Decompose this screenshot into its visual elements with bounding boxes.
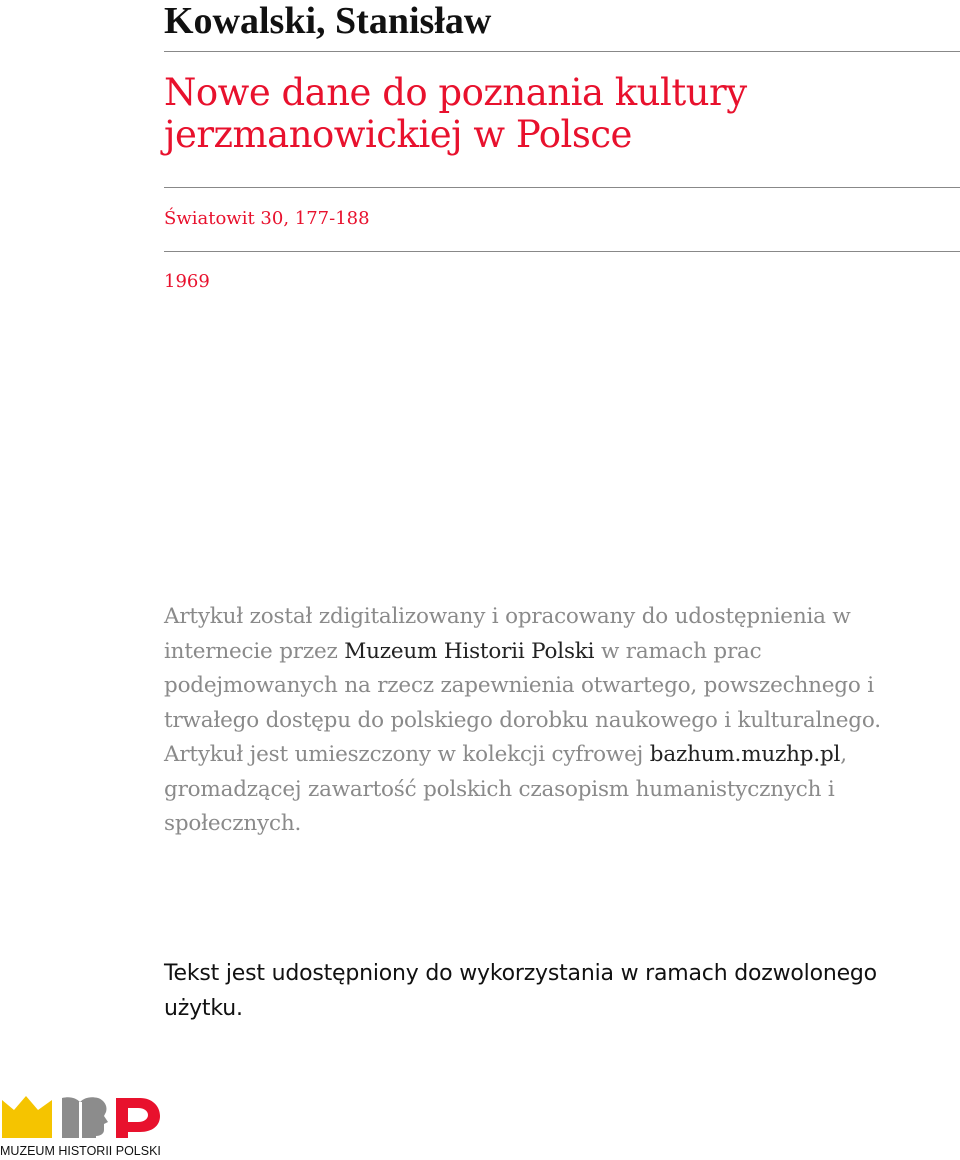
museum-name: Muzeum Historii Polski: [344, 638, 595, 664]
author-name: Kowalski, Stanisław: [164, 0, 492, 42]
logo-gray-profile: [62, 1097, 108, 1138]
journal-source: Światowit 30, 177-188: [164, 208, 370, 229]
divider-source: [164, 251, 960, 252]
logo-caption: MUZEUM HISTORII POLSKI: [0, 1144, 161, 1158]
digitization-note-part1: Artykuł został zdigitalizowany i opracowany do udostępnienia w internecie przez: [164, 604, 851, 664]
logo-yellow-crown: [2, 1096, 52, 1138]
logo-gray-gap: [79, 1102, 82, 1138]
digitization-note-part2: w ramach prac podejmowanych na rzecz zapewnienia otwartego, powszechnego i trwałego dostępu do polskiego dorobku naukowego i kulturalnego. Artykuł jest umieszczony w kolekcji cyfrowej: [164, 638, 881, 767]
digitization-note: [164, 600, 934, 842]
publication-year: 1969: [164, 271, 210, 292]
digitization-note-part3: , gromadzącej zawartość polskich czasopism humanistycznych i społecznych.: [164, 742, 847, 836]
divider-top: [164, 51, 960, 52]
license-notice: Tekst jest udostępniony do wykorzystania w ramach dozwolonego użytku.: [164, 961, 877, 1021]
article-title: Nowe dane do poznania kultury jerzmanowickiej w Polsce: [164, 71, 747, 156]
divider-title: [164, 187, 960, 188]
logo-red-p: [116, 1098, 160, 1138]
bazhum-link[interactable]: bazhum.muzhp.pl: [649, 742, 841, 767]
